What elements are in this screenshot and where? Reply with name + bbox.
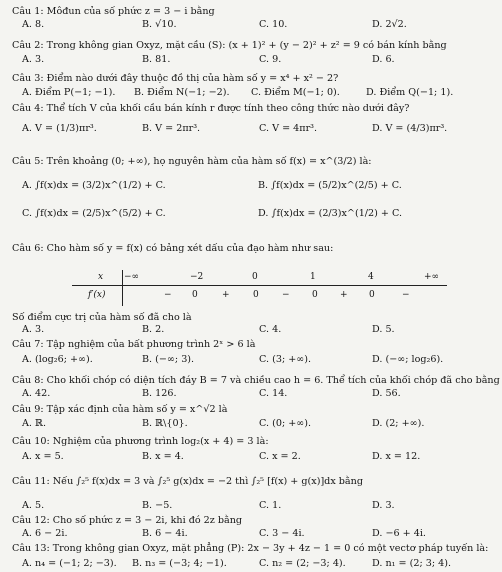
q11-option-c: C. 1.	[259, 500, 282, 511]
q9-option-c: C. (0; +∞).	[259, 418, 312, 429]
q8-option-d: D. 56.	[372, 388, 401, 399]
q7-option-d: D. (−∞; log₂6).	[372, 354, 444, 365]
q2-option-c: C. 9.	[259, 54, 282, 65]
q9-option-d: D. (2; +∞).	[372, 418, 425, 429]
x-value: 0	[252, 272, 258, 282]
q13-option-a: A. n₄ = (−1; 2; −3).	[22, 558, 117, 569]
q2-option-d: D. 6.	[372, 54, 395, 65]
q10-option-b: B. x = 4.	[142, 451, 184, 462]
q11-option-a: A. 5.	[22, 500, 45, 511]
q12-option-b: B. 6 − 4i.	[142, 528, 188, 539]
question-7-stem: Câu 7: Tập nghiệm của bất phương trình 2ˣ > 6 là	[12, 339, 256, 350]
q1-option-a: A. 8.	[22, 19, 45, 30]
q8-option-c: C. 14.	[259, 388, 288, 399]
q4-option-b: B. V = 2πr³.	[142, 123, 201, 134]
q8-option-b: B. 126.	[142, 388, 177, 399]
q5-option-d: D. ∫f(x)dx = (2/3)x^(1/2) + C.	[258, 208, 403, 219]
question-6-followup: Số điểm cực trị của hàm số đã cho là	[12, 312, 192, 323]
q4-option-c: C. V = 4πr³.	[259, 123, 318, 134]
x-value: −2	[190, 272, 204, 282]
derivative-sign-table	[72, 270, 452, 308]
q11-option-b: B. −5.	[142, 500, 173, 511]
question-8-stem: Câu 8: Cho khối chóp có diện tích đáy B = 7 và chiều cao h = 6. Thể tích của khối chóp đã cho bằng	[12, 375, 500, 386]
sign-value: 0	[369, 290, 375, 300]
q13-option-c: C. n₂ = (2; −3; 4).	[259, 558, 346, 569]
table-row-divider	[72, 285, 447, 286]
x-value: +∞	[424, 272, 440, 282]
q9-option-a: A. ℝ.	[22, 418, 47, 429]
q6-option-a: A. 3.	[22, 324, 45, 335]
sign-value: −	[164, 290, 172, 300]
q5-option-b: B. ∫f(x)dx = (5/2)x^(2/5) + C.	[258, 180, 402, 191]
q7-option-a: A. (log₂6; +∞).	[22, 354, 93, 365]
q6-option-b: B. 2.	[142, 324, 165, 335]
q1-option-b: B. √10.	[142, 19, 177, 30]
q1-option-d: D. 2√2.	[372, 19, 407, 30]
sign-value: −	[282, 290, 290, 300]
q1-option-c: C. 10.	[259, 19, 288, 30]
question-12-stem: Câu 12: Cho số phức z = 3 − 2i, khi đó 2z bằng	[12, 515, 243, 526]
question-5-stem: Câu 5: Trên khoảng (0; +∞), họ nguyên hàm của hàm số f(x) = x^(3/2) là:	[12, 156, 372, 167]
q5-option-a: A. ∫f(x)dx = (3/2)x^(1/2) + C.	[22, 180, 166, 191]
question-10-stem: Câu 10: Nghiệm của phương trình log₂(x + 4) = 3 là:	[12, 436, 269, 447]
q4-option-a: A. V = (1/3)πr³.	[22, 123, 97, 134]
table-divider	[122, 270, 123, 306]
sign-value: +	[222, 290, 230, 300]
question-1-stem: Câu 1: Môđun của số phức z = 3 − i bằng	[12, 6, 215, 17]
sign-value: −	[402, 290, 410, 300]
sign-value: 0	[253, 290, 259, 300]
question-13-stem: Câu 13: Trong không gian Oxyz, mặt phẳng (P): 2x − 3y + 4z − 1 = 0 có một vectơ pháp tuyến là:	[12, 543, 489, 554]
q10-option-a: A. x = 5.	[22, 451, 64, 462]
q4-option-d: D. V = (4/3)πr³.	[372, 123, 448, 134]
q6-option-d: D. 5.	[372, 324, 395, 335]
q5-option-c: C. ∫f(x)dx = (2/5)x^(5/2) + C.	[22, 208, 166, 219]
q12-option-c: C. 3 − 4i.	[259, 528, 305, 539]
q3-option-b: B. Điểm N(−1; −2).	[134, 87, 230, 98]
question-9-stem: Câu 9: Tập xác định của hàm số y = x^√2 là	[12, 404, 228, 415]
q12-option-d: D. −6 + 4i.	[372, 528, 426, 539]
q2-option-b: B. 81.	[142, 54, 171, 65]
fprime-label: f′(x)	[88, 290, 106, 300]
x-value: −∞	[124, 272, 140, 282]
q8-option-a: A. 42.	[22, 388, 51, 399]
question-3-stem: Câu 3: Điểm nào dưới đây thuộc đồ thị của hàm số y = x⁴ + x² − 2?	[12, 73, 339, 84]
q13-option-d: D. n₁ = (2; 3; 4).	[372, 558, 452, 569]
q3-option-a: A. Điểm P(−1; −1).	[22, 87, 116, 98]
sign-value: 0	[312, 290, 318, 300]
question-2-stem: Câu 2: Trong không gian Oxyz, mặt cầu (S): (x + 1)² + (y − 2)² + z² = 9 có bán kính bằng	[12, 40, 447, 51]
q7-option-b: B. (−∞; 3).	[142, 354, 195, 365]
q9-option-b: B. ℝ\{0}.	[142, 418, 188, 429]
q10-option-c: C. x = 2.	[259, 451, 301, 462]
sign-value: +	[340, 290, 348, 300]
q3-option-d: D. Điểm Q(−1; 1).	[366, 87, 454, 98]
q11-option-d: D. 3.	[372, 500, 395, 511]
q12-option-a: A. 6 − 2i.	[22, 528, 68, 539]
q6-option-c: C. 4.	[259, 324, 282, 335]
x-value: 4	[368, 272, 374, 282]
q13-option-b: B. n₃ = (−3; 4; −1).	[132, 558, 227, 569]
x-label: x	[98, 272, 104, 282]
question-11-stem: Câu 11: Nếu ∫₂⁵ f(x)dx = 3 và ∫₂⁵ g(x)dx = −2 thì ∫₂⁵ [f(x) + g(x)]dx bằng	[12, 476, 363, 487]
q2-option-a: A. 3.	[22, 54, 45, 65]
q7-option-c: C. (3; +∞).	[259, 354, 312, 365]
sign-value: 0	[192, 290, 198, 300]
question-6-stem: Câu 6: Cho hàm số y = f(x) có bảng xét dấu của đạo hàm như sau:	[12, 243, 334, 254]
x-value: 1	[310, 272, 316, 282]
q10-option-d: D. x = 12.	[372, 451, 421, 462]
question-4-stem: Câu 4: Thể tích V của khối cầu bán kính r được tính theo công thức nào dưới đây?	[12, 103, 410, 114]
q3-option-c: C. Điểm M(−1; 0).	[251, 87, 340, 98]
